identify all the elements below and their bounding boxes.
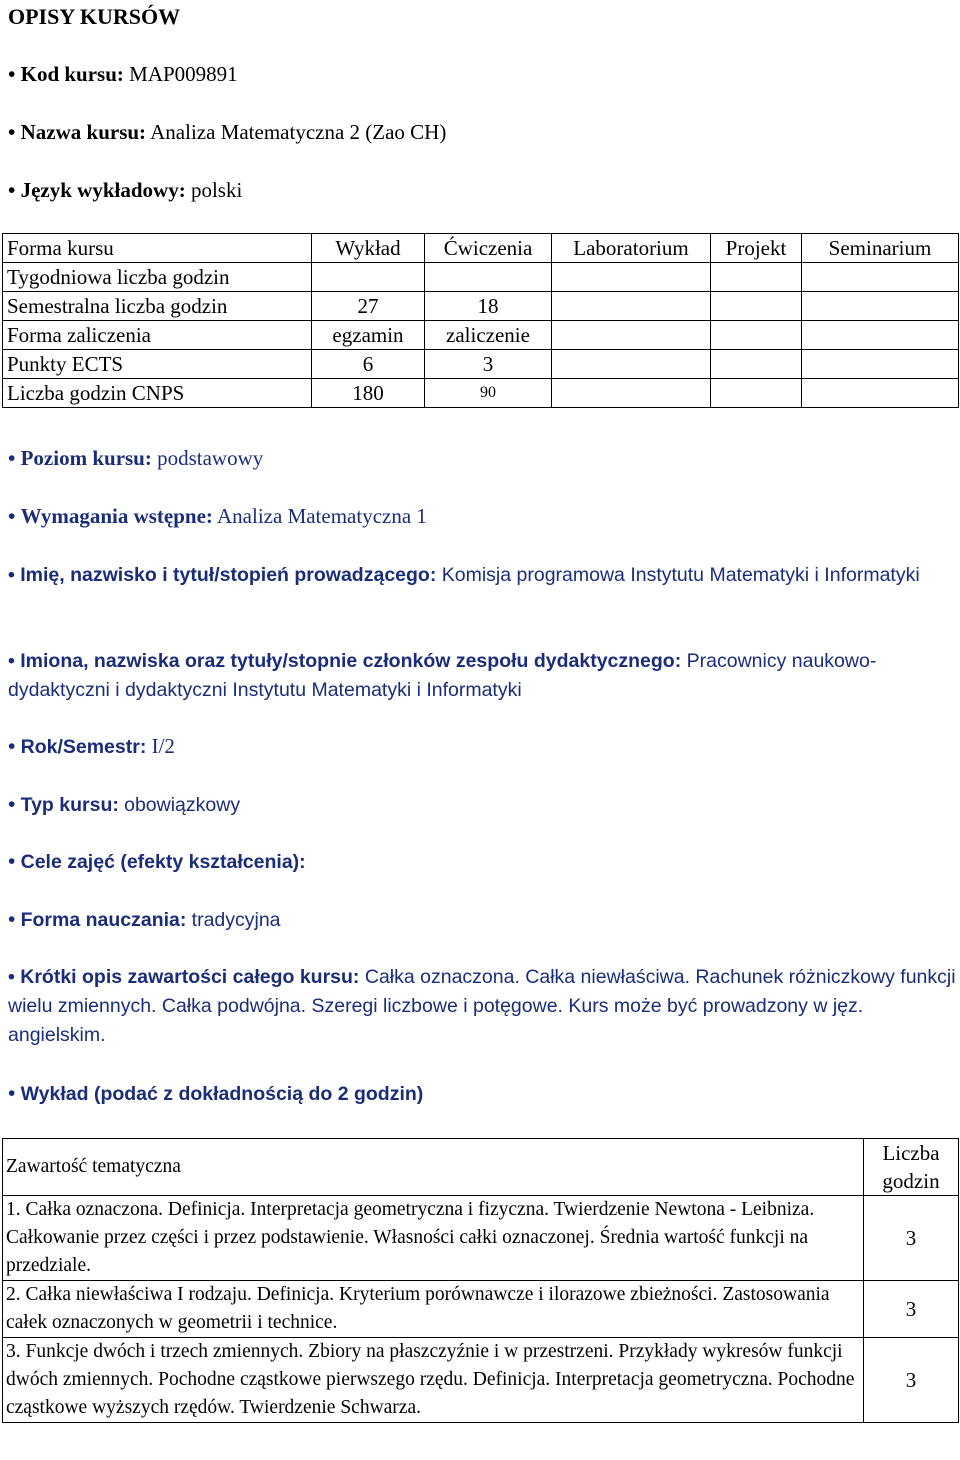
table-cell — [711, 350, 802, 379]
year-semester — [8, 734, 175, 759]
table-cell: 27 — [312, 292, 425, 321]
table-cell — [552, 350, 711, 379]
table-cell — [552, 379, 711, 408]
summary-label: Krótki opis zawartości całego kursu: — [20, 966, 360, 988]
content-header: Zawartość tematyczna — [3, 1139, 864, 1196]
topic-hours: 3 — [864, 1281, 959, 1338]
level-label: Poziom kursu: — [20, 446, 152, 470]
table-cell — [711, 379, 802, 408]
course-type-label: Typ kursu: — [20, 794, 119, 816]
table-cell — [802, 263, 959, 292]
table-header: Laboratorium — [552, 234, 711, 263]
prerequisites — [8, 504, 427, 529]
topic-content: 1. Całka oznaczona. Definicja. Interpretacja geometryczna i fizyczna. Twierdzenie Newtona - Leibniza. Całkowanie przez części i przez podstawienie. Własności całki oznaczonej. Średnia wartość funkcji na przedziale. — [3, 1196, 864, 1281]
goals-label: Cele zajęć (efekty kształcenia): — [20, 851, 306, 873]
table-cell: Liczba godzin CNPS — [3, 379, 312, 408]
table-cell: 6 — [312, 350, 425, 379]
lecture-table — [2, 1138, 959, 1423]
table-cell — [711, 321, 802, 350]
bullet-icon: • — [8, 734, 16, 758]
table-header: Ćwiczenia — [425, 234, 552, 263]
table-cell — [802, 321, 959, 350]
bullet-icon: • — [8, 178, 16, 202]
language — [8, 178, 242, 203]
prerequisites-value: Analiza Matematyczna 1 — [217, 504, 427, 528]
bullet-icon: • — [8, 446, 16, 470]
instructor-label: Imię, nazwisko i tytuł/stopień prowadzącego: — [20, 564, 437, 586]
topic-content: 3. Funkcje dwóch i trzech zmiennych. Zbiory na płaszczyźnie i w przestrzeni. Przykłady wykresów funkcji dwóch zmiennych. Pochodne cząstkowe pierwszego rzędu. Definicja. Interpretacja geometryczna. Pochodne cząstkowe wyższych rzędów. Twierdzenie Schwarza. — [3, 1338, 864, 1423]
table-cell: Punkty ECTS — [3, 350, 312, 379]
table-cell — [711, 292, 802, 321]
level-value: podstawowy — [157, 446, 264, 470]
course-goals — [8, 849, 306, 874]
table-cell: 18 — [425, 292, 552, 321]
table-cell: Semestralna liczba godzin — [3, 292, 312, 321]
teaching-form — [8, 907, 281, 932]
table-row — [3, 379, 959, 408]
table-cell — [425, 263, 552, 292]
bullet-icon: • — [8, 792, 16, 816]
table-row — [3, 321, 959, 350]
table-header: Projekt — [711, 234, 802, 263]
table-cell — [711, 263, 802, 292]
topic-hours: 3 — [864, 1338, 959, 1423]
topic-content: 2. Całka niewłaściwa I rodzaju. Definicja. Kryterium porównawcze i ilorazowe zbieżności. Zastosowania całek oznaczonych w geometrii i technice. — [3, 1281, 864, 1338]
table-cell: 180 — [312, 379, 425, 408]
bullet-icon: • — [8, 849, 16, 873]
team-label: Imiona, nazwiska oraz tytuły/stopnie członków zespołu dydaktycznego: — [20, 650, 682, 672]
course-code-label: Kod kursu: — [20, 62, 124, 86]
table-row — [3, 350, 959, 379]
course-summary — [8, 963, 956, 1050]
table-cell: 3 — [425, 350, 552, 379]
course-code-value: MAP009891 — [129, 62, 238, 86]
table-cell — [552, 263, 711, 292]
bullet-icon: • — [8, 564, 15, 586]
table-row — [3, 263, 959, 292]
table-header: Wykład — [312, 234, 425, 263]
table-cell: 90 — [425, 379, 552, 408]
year-semester-value: I/2 — [151, 734, 175, 758]
table-row — [3, 1281, 959, 1338]
table-header: Seminarium — [802, 234, 959, 263]
course-form-table — [2, 233, 959, 408]
language-value: polski — [190, 178, 243, 202]
teaching-team — [8, 647, 956, 705]
summary-value: Całka oznaczona. Całka niewłaściwa. Rachunek różniczkowy funkcji wielu zmiennych. Całka podwójna. Szeregi liczbowe i potęgowe. Kurs może być prowadzony w jęz. angielskim. — [8, 966, 956, 1046]
table-row — [3, 1338, 959, 1423]
hours-header: Liczba godzin — [864, 1139, 959, 1196]
course-name-value: Analiza Matematyczna 2 (Zao CH) — [150, 120, 447, 144]
bullet-icon: • — [8, 907, 16, 931]
course-code — [8, 62, 238, 87]
course-level — [8, 446, 263, 471]
course-type — [8, 792, 240, 817]
course-name-label: Nazwa kursu: — [20, 120, 147, 144]
teaching-form-value: tradycyjna — [191, 909, 281, 931]
table-cell — [312, 263, 425, 292]
table-cell: Forma zaliczenia — [3, 321, 312, 350]
table-header-row — [3, 234, 959, 263]
bullet-icon: • — [8, 62, 16, 86]
table-header-row — [3, 1139, 959, 1196]
instructor-value: Komisja programowa Instytutu Matematyki i Informatyki — [441, 564, 920, 586]
bullet-icon: • — [8, 650, 15, 672]
teaching-form-label: Forma nauczania: — [20, 909, 187, 931]
lecture-label: Wykład (podać z dokładnością do 2 godzin) — [20, 1083, 424, 1105]
team-value: Pracownicy naukowo-dydaktyczni i dydaktyczni Instytutu Matematyki i Informatyki — [8, 650, 877, 701]
table-cell — [552, 292, 711, 321]
table-row — [3, 292, 959, 321]
prerequisites-label: Wymagania wstępne: — [20, 504, 213, 528]
bullet-icon: • — [8, 120, 16, 144]
table-cell: zaliczenie — [425, 321, 552, 350]
course-name — [8, 120, 446, 145]
instructor — [8, 561, 956, 590]
table-header: Forma kursu — [3, 234, 312, 263]
language-label: Język wykładowy: — [20, 178, 186, 202]
lecture-heading — [8, 1081, 423, 1106]
table-cell — [802, 292, 959, 321]
table-cell — [552, 321, 711, 350]
bullet-icon: • — [8, 1081, 16, 1105]
course-type-value: obowiązkowy — [124, 794, 241, 816]
year-semester-label: Rok/Semestr: — [20, 736, 147, 758]
page-title: OPISY KURSÓW — [8, 4, 181, 29]
bullet-icon: • — [8, 966, 15, 988]
table-row — [3, 1196, 959, 1281]
bullet-icon: • — [8, 504, 16, 528]
table-cell: Tygodniowa liczba godzin — [3, 263, 312, 292]
topic-hours: 3 — [864, 1196, 959, 1281]
table-cell — [802, 379, 959, 408]
table-cell — [802, 350, 959, 379]
table-cell: egzamin — [312, 321, 425, 350]
